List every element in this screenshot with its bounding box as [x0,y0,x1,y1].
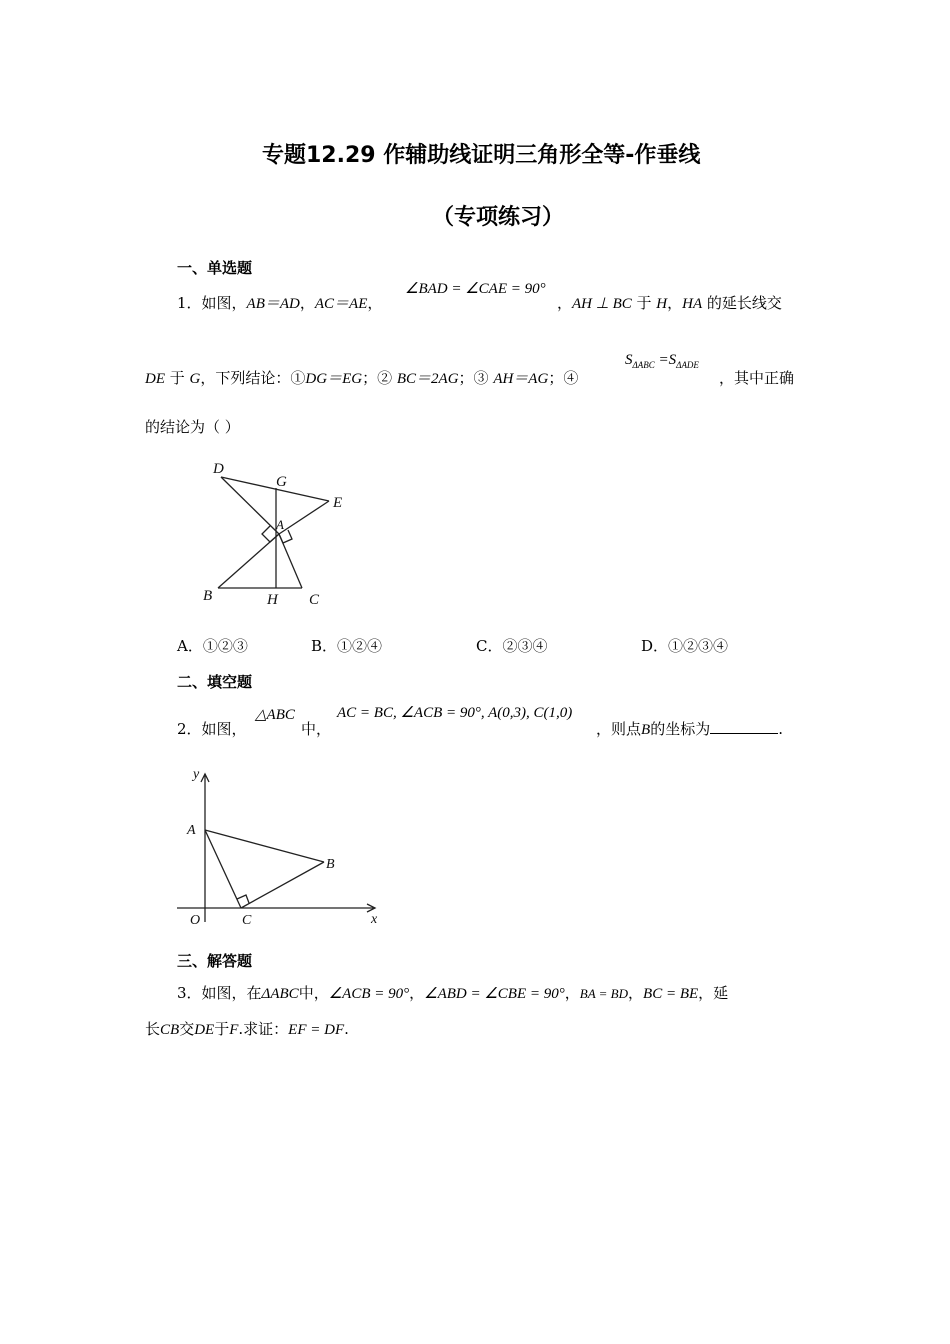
segment-da [221,477,279,534]
q3-end: . [344,1020,349,1038]
q1-ha: HA [682,296,703,312]
q1-yu: 于 [631,294,657,312]
q1-de: DE [145,371,165,387]
fig1-label-a: A [276,517,284,532]
page-title: 专题12.29 作辅助线证明三角形全等-作垂线 [262,143,701,168]
q3-chang: 长 [145,1020,161,1038]
q3-angle-acb: ∠ACB = 90° [328,986,410,1002]
q1-tail: ，其中正确 [719,369,795,387]
q1-ac-ae: AC＝AE [314,296,368,312]
option-c-text: ②③④ [502,637,548,655]
segment-ab [205,830,324,862]
fig2-label-x: x [371,912,378,927]
option-b[interactable] [311,636,382,656]
q2-conditions: AC = BC, ∠ACB = 90°, A(0,3), C(1,0) [337,705,573,721]
q3-sep: ， [409,984,425,1002]
q3-ba-bd: BA = BD [579,986,629,1001]
q1-s-left-sub: ΔABC [632,360,655,370]
fig2-label-y: y [193,767,200,782]
q2-zhong: 中， [301,720,332,738]
q2-end: . [778,720,783,738]
fig1-label-h: H [267,592,278,608]
q2-tail [596,719,783,740]
q2-answer-blank[interactable] [710,719,778,734]
segment-de [221,477,329,501]
q3-zhong: 中， [298,984,329,1002]
q1-sep: ， [367,294,383,312]
option-d[interactable] [641,636,728,656]
section-heading-fill-blank: 二、填空题 [177,673,253,691]
fig2-label-c: C [242,913,252,928]
q3-angle-abd: ∠ABD = ∠CBE = 90° [424,986,565,1002]
q1-concl: ，下列结论：① [200,369,306,387]
q1-s-right-sub: ΔADE [676,360,699,370]
q1-g: G [189,371,201,387]
q3-bc-be: BC = BE [643,986,699,1002]
q1-s3: ；④ [548,369,579,387]
q1-sep: ， [557,294,573,312]
option-d-letter: D． [641,637,669,655]
option-a[interactable] [177,636,248,656]
fig2-label-o: O [190,913,201,928]
q1-h: H [656,296,668,312]
q2-lead: 2．如图， [177,720,247,738]
fig1-label-c: C [309,592,320,608]
option-b-letter: B． [311,637,338,655]
q3-lead: 3．如图，在 [177,984,262,1002]
question-1-line-1b [557,293,782,314]
q1-yu2: 于 [165,369,190,387]
q2-point-b: B [641,722,651,738]
q1-sep: ， [299,294,315,312]
q1-angle-equation: ∠BAD = ∠CAE = 90° [405,281,546,297]
question-3-line-1 [177,983,728,1004]
segment-ac [205,830,241,908]
q2-tail2: 的坐标为 [650,720,711,738]
option-b-text: ①②④ [337,637,383,655]
q1-ext: 的延长线交 [702,294,782,312]
question-3-line-2 [145,1019,349,1040]
q1-perp: AH ⊥ BC [572,296,632,312]
q1-s-eq: =S [654,352,677,368]
q3-yu: 于 [214,1020,230,1038]
fig1-label-g: G [276,474,287,490]
question-1-line-1 [177,293,382,314]
q3-prove: .求证： [238,1020,289,1038]
q1-c2: BC＝2AG [396,371,459,387]
segment-cb [241,862,324,908]
q3-f: F [229,1022,239,1038]
option-c-letter: C． [476,637,503,655]
q3-cb: CB [160,1022,180,1038]
segment-ea [279,501,329,534]
fig1-label-e: E [333,495,343,511]
question-1-line-2 [145,368,578,389]
fig2-label-b: B [326,857,335,872]
fig1-label-d: D [213,461,224,477]
q2-tail1: ，则点 [596,720,642,738]
q1-s-left: S [625,352,633,368]
page-subtitle: （专项练习） [432,205,565,230]
q3-sep: ， [628,984,644,1002]
section-heading-solution: 三、解答题 [177,952,253,970]
figure-2-coordinate [175,762,390,930]
q2-triangle: △ABC [255,707,295,723]
q1-s1: ；② [362,369,397,387]
option-d-text: ①②③④ [668,637,729,655]
q3-triangle: ΔABC [261,986,299,1002]
q3-jiao: 交 [179,1020,195,1038]
option-c[interactable] [476,636,548,656]
section-heading-single-choice: 一、单选题 [177,259,253,277]
q3-de: DE [194,1022,215,1038]
q1-lead: 1．如图， [177,294,247,312]
q1-ab-ad: AB＝AD [246,296,300,312]
q3-sep: ，延 [698,984,729,1002]
q1-s2: ；③ [458,369,494,387]
q1-c3: AH＝AG [493,371,549,387]
fig1-label-b: B [203,588,213,604]
question-1-line-3: 的结论为（ ） [145,418,240,436]
fig2-label-a: A [187,823,196,838]
q1-area-equation [625,352,699,370]
q3-goal: EF = DF [288,1022,345,1038]
q3-sep: ， [564,984,580,1002]
option-a-text: ①②③ [202,637,248,655]
figure-1-triangles [195,455,355,610]
q1-c1: DG＝EG [305,371,363,387]
q1-sep: ， [667,294,683,312]
option-a-letter: A． [177,637,203,655]
